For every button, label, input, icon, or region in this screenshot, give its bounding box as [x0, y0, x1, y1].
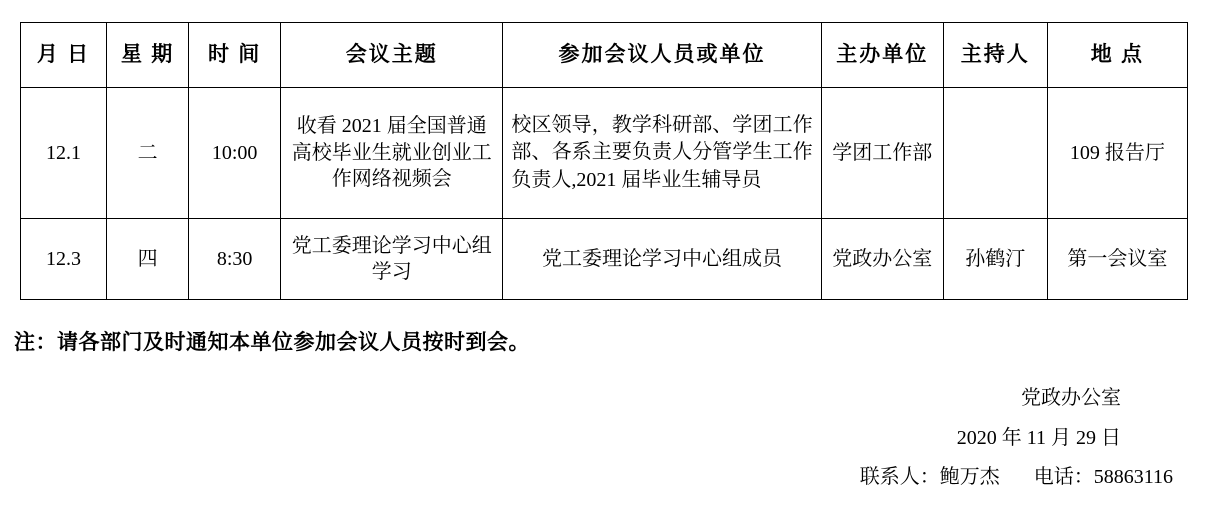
header-host-unit: 主办单位	[821, 23, 943, 88]
phone-number: 58863116	[1093, 466, 1173, 488]
table-row	[21, 219, 1188, 300]
contact-label: 联系人：	[859, 466, 940, 488]
footer-note: 注：请各部门及时通知本单位参加会议人员按时到会。	[14, 330, 530, 354]
table-header-row	[21, 23, 1188, 88]
cell-weekday: 四	[107, 219, 189, 300]
header-date: 月 日	[21, 23, 107, 88]
cell-host-unit: 党政办公室	[821, 219, 943, 300]
header-attendees: 参加会议人员或单位	[503, 23, 821, 88]
cell-chair: 孙鹤汀	[943, 219, 1047, 300]
table-row	[21, 88, 1188, 219]
cell-date: 12.1	[21, 88, 107, 219]
header-chair: 主持人	[943, 23, 1047, 88]
cell-host-unit: 学团工作部	[821, 88, 943, 219]
cell-time: 8:30	[189, 219, 281, 300]
phone-label: 电话：	[1033, 466, 1094, 488]
contact-name: 鲍万杰	[939, 466, 1000, 488]
header-time: 时 间	[189, 23, 281, 88]
cell-place: 第一会议室	[1047, 219, 1187, 300]
cell-topic: 收看 2021 届全国普通高校毕业生就业创业工作网络视频会	[281, 88, 503, 219]
cell-topic: 党工委理论学习中心组学习	[281, 219, 503, 300]
signature-block	[0, 378, 1215, 458]
cell-attendees: 党工委理论学习中心组成员	[503, 219, 821, 300]
header-weekday: 星 期	[107, 23, 189, 88]
header-place: 地 点	[1047, 23, 1187, 88]
cell-time: 10:00	[189, 88, 281, 219]
signature-date: 2020 年 11 月 29 日	[956, 427, 1121, 449]
signature-department: 党政办公室	[1021, 387, 1121, 409]
cell-attendees: 校区领导，教学科研部、学团工作部、各系主要负责人分管学生工作负责人,2021 届毕业生辅导员	[503, 88, 821, 219]
cell-place: 109 报告厅	[1047, 88, 1187, 219]
meeting-schedule-table	[20, 22, 1188, 300]
contact-line	[0, 460, 1215, 489]
cell-weekday: 二	[107, 88, 189, 219]
header-topic: 会议主题	[281, 23, 503, 88]
cell-date: 12.3	[21, 219, 107, 300]
cell-chair	[943, 88, 1047, 219]
document-page	[0, 22, 1215, 523]
